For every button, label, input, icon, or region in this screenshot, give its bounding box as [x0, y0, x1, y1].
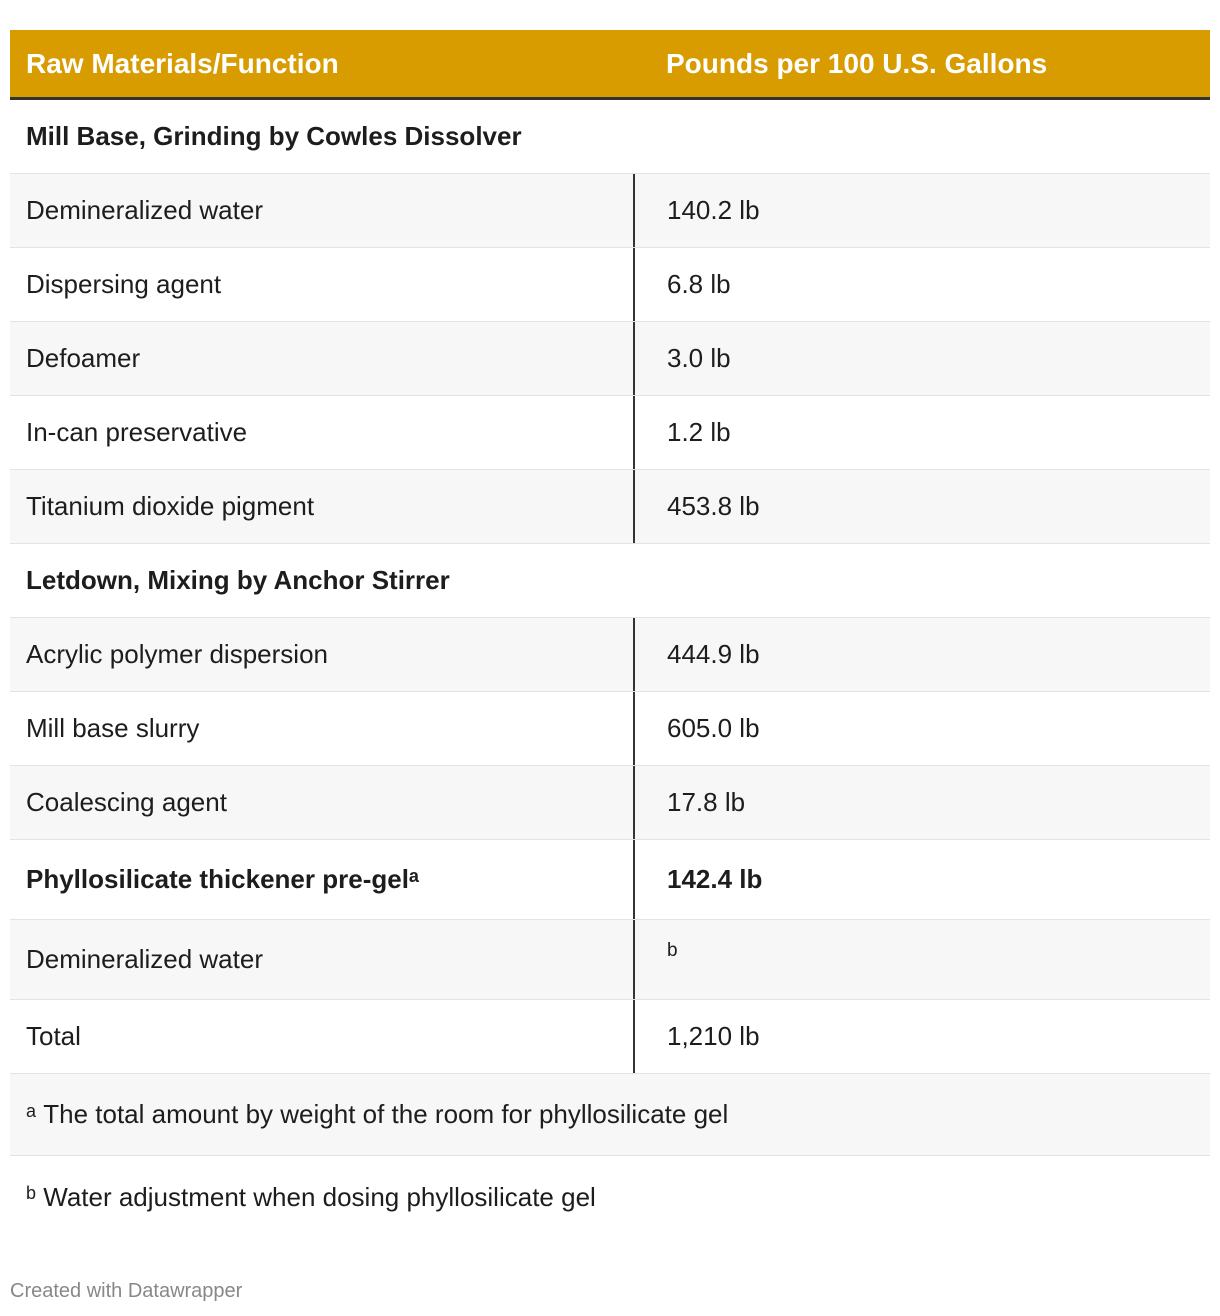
header-materials: Raw Materials/Function	[26, 47, 339, 79]
header-pounds: Pounds per 100 U.S. Gallons	[666, 47, 1048, 79]
table-row	[10, 322, 1210, 396]
footnote-b: $^b$ Water adjustment when dosing phyllosilicate gel	[26, 1181, 596, 1212]
material-cell: Defoamer	[10, 322, 635, 395]
footnote-a-text: The total amount by weight of the room for phyllosilicate gel	[43, 1099, 729, 1129]
amount-cell: 140.2 lb	[667, 195, 760, 225]
footnote-a: $^a$ The total amount by weight of the room for phyllosilicate gel	[10, 1074, 1210, 1156]
amount-cell: 17.8 lb	[667, 787, 746, 817]
amount-cell: 6.8 lb	[667, 269, 731, 299]
amount-cell: 142.4 lb	[667, 864, 763, 894]
table-header	[10, 30, 1210, 100]
table-row	[10, 766, 1210, 840]
material-cell: Dispersing agent	[10, 248, 635, 321]
section-letdown: Letdown, Mixing by Anchor Stirrer	[10, 544, 1210, 618]
material-cell: Demineralized water	[10, 920, 635, 999]
material-text: Phyllosilicate thickener pre-gel	[26, 864, 409, 894]
material-cell: Mill base slurry	[10, 692, 635, 765]
section-mill-base: Mill Base, Grinding by Cowles Dissolver	[10, 100, 1210, 174]
formulation-table	[10, 30, 1210, 1238]
footnote-marker-b: b	[667, 940, 678, 961]
footnote-b-text: Water adjustment when dosing phyllosilicate gel	[43, 1181, 596, 1212]
table-row	[10, 920, 1210, 1000]
material-cell: Total	[10, 1000, 635, 1073]
material-cell: Acrylic polymer dispersion	[10, 618, 635, 691]
table-row	[10, 618, 1210, 692]
material-cell: Coalescing agent	[10, 766, 635, 839]
credit-link[interactable]: Created with Datawrapper	[10, 1280, 243, 1302]
amount-cell: 444.9 lb	[667, 639, 760, 669]
material-cell: Phyllosilicate thickener pre-gel $^a$	[10, 840, 635, 919]
table-row	[10, 470, 1210, 544]
table-row	[10, 840, 1210, 920]
amount-cell: 3.0 lb	[667, 343, 731, 373]
table-row	[10, 692, 1210, 766]
material-cell: Titanium dioxide pigment	[10, 470, 635, 543]
amount-cell: 1.2 lb	[667, 417, 731, 447]
material-cell: In-can preservative	[10, 396, 635, 469]
amount-cell: 605.0 lb	[667, 713, 760, 743]
amount-cell: 453.8 lb	[667, 491, 760, 521]
table-row	[10, 174, 1210, 248]
table-row	[10, 248, 1210, 322]
table-row	[10, 396, 1210, 470]
amount-cell: 1,210 lb	[667, 1021, 760, 1051]
material-cell: Demineralized water	[10, 174, 635, 247]
table-row	[10, 1000, 1210, 1074]
